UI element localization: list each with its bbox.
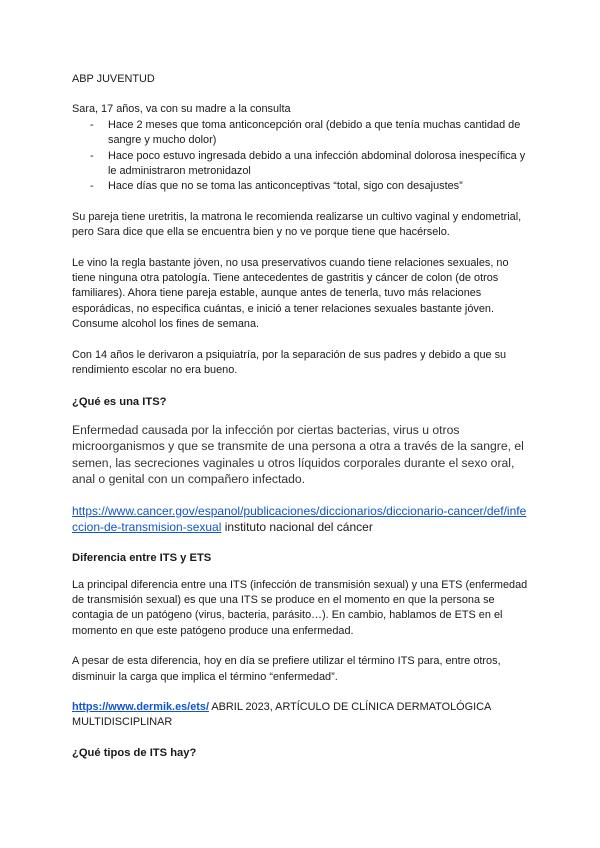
heading-its-vs-ets: Diferencia entre ITS y ETS	[72, 551, 212, 564]
paragraph-preference: A pesar de esta diferencia, hoy en día se prefiere utilizar el término ITS para, entre otros, disminuir la carga que implica el término “enfermedad”.	[72, 655, 501, 683]
cancer-gov-link[interactable]: https://www.cancer.gov/espanol/publicaciones/diccionarios/diccionario-cancer/def/infeccion-de-transmision-sexual	[72, 503, 527, 534]
reference-cancer-gov: https://www.cancer.gov/espanol/publicaciones/diccionarios/diccionario-cancer/def/infeccion-de-transmision-sexual instituto nacional del cáncer	[72, 503, 527, 534]
heading-what-is-its: ¿Qué es una ITS?	[72, 395, 167, 408]
its-definition: Enfermedad causada por la infección por ciertas bacterias, virus u otros microorganismos y que se transmite de una persona a otra a través de la sangre, el semen, las secreciones vaginales u otros líquidos corporales durante el sexo oral, anal o genital con un compañero infectado.	[72, 422, 524, 486]
paragraph-partner: Su pareja tiene uretritis, la matrona le recomienda realizarse un cultivo vaginal y endometrial, pero Sara dice que ella se encuentra bien y no ve porque tiene que hacérselo.	[72, 210, 522, 239]
paragraph-difference: La principal diferencia entre una ITS (infección de transmisión sexual) y una ETS (enfermedad de transmisión sexual) es que una ITS se produce en el momento en que la persona se contagia de un patógeno (virus, bacteria, parásito…). En cambio, hablamos de ETS en el momento en que este patógeno produce una enfermedad.	[72, 578, 528, 637]
list-item: - Hace días que no se toma las anticonceptivas “total, sigo con desajustes”	[72, 179, 532, 194]
heading-its-types: ¿Qué tipos de ITS hay?	[72, 746, 197, 759]
paragraph-psychiatry: Con 14 años le derivaron a psiquiatría, por la separación de sus padres y debido a que su rendimiento escolar no era bueno.	[72, 348, 507, 377]
document-title: ABP JUVENTUD	[72, 73, 155, 85]
list-item: - Hace poco estuvo ingresada debido a una infección abdominal dolorosa inespecífica y le administraron metronidazol	[90, 149, 526, 178]
list-item: - Hace 2 meses que toma anticoncepción oral (debido a que tenía muchas cantidad de sangre y mucho dolor)	[90, 118, 521, 147]
case-bullet-list	[72, 118, 532, 195]
dash-bullet: -	[90, 118, 94, 131]
dermik-link[interactable]: https://www.dermik.es/ets/	[72, 700, 209, 713]
paragraph-history: Le vino la regla bastante jóven, no usa preservativos cuando tiene relaciones sexuales, no tiene ninguna otra patología. Tiene antecedentes de gastritis y cáncer de colon (de otros familiares). Ahora tiene pareja estable, aunque antes de tenerla, tuvo más relaciones esporádicas, no especifica cuántas, e inició a tener relaciones sexuales bastante jóven. Consume alcohol los fines de semana.	[72, 256, 509, 331]
reference-dermik: https://www.dermik.es/ets/ ABRIL 2023, ARTÍCULO DE CLÍNICA DERMATOLÓGICA MULTIDISCIPLINAR	[72, 700, 491, 729]
document-page	[72, 70, 532, 761]
dash-bullet: -	[90, 149, 94, 162]
dash-bullet: -	[90, 180, 94, 193]
case-intro: Sara, 17 años, va con su madre a la consulta	[72, 103, 291, 116]
